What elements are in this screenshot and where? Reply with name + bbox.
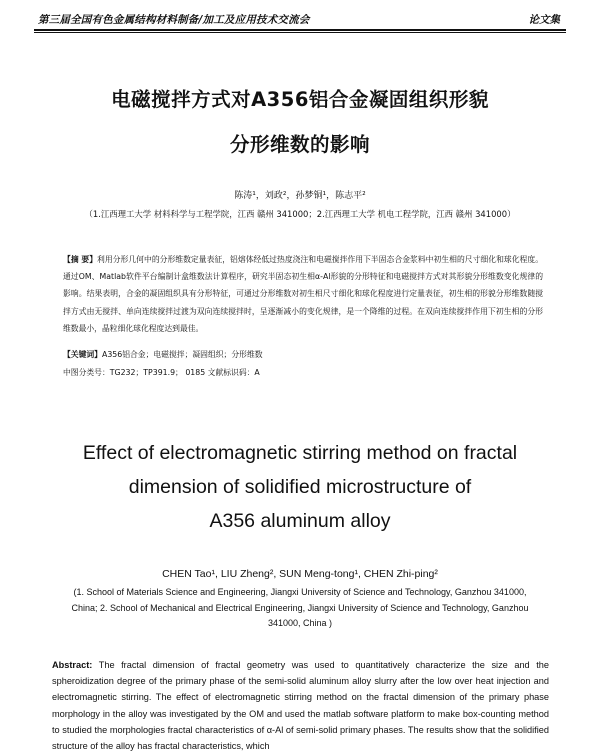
- header-rule: [34, 29, 566, 31]
- cn-keywords: [63, 349, 543, 360]
- running-header-conference: 第三届全国有色金属结构材料制备/加工及应用技术交流会: [38, 14, 310, 26]
- header-rule-thin: [34, 32, 566, 33]
- en-authors: CHEN Tao¹, LIU Zheng², SUN Meng-tong¹, CHEN Zhi-ping²: [162, 568, 438, 580]
- en-abstract-label: Abstract:: [52, 660, 93, 670]
- cn-title-line2: 分形维数的影响: [229, 133, 370, 156]
- cn-abstract-label: 【摘 要】: [63, 255, 98, 264]
- cn-keywords-text: A356铝合金；电磁搅拌；凝固组织；分形维数: [101, 350, 263, 359]
- en-title-line1: Effect of electromagnetic stirring method on fractal: [82, 442, 518, 464]
- cn-authors: 陈涛¹，刘政²，孙梦铜¹，陈志平²: [234, 191, 366, 201]
- en-title-line3: A356 aluminum alloy: [209, 510, 391, 532]
- running-header-section: 论文集: [528, 14, 560, 26]
- en-abstract-text: The fractal dimension of fractal geometry was used to quantitatively characterize the size and the spheroidization degree of the primary phase of the semi-solid aluminum alloy slurry after the low over heat injection and electromagnetic stirring. The effect of electromagnetic stirring method on the fractal dimension of the primary phase morphology in the alloy was investigated by the OM and used the matlab software platform to make box-counting method to studied the morphologies fractal characteristics of α-Al of semi-solid primary phases. The results show that the solidified structure of the alloy has fractal characteristics, which: [52, 660, 549, 752]
- cn-abstract-text: 利用分形几何中的分形维数定量表征，铝熔体经低过热度浇注和电磁搅拌作用下半固态合金浆料中初生相的尺寸细化和球化程度。通过OM、Matlab软件平台编制计盒维数法计算程序，研究半固态初生相α-Al形貌的分形特征和电磁搅拌方式对其形貌分形维数变化规律的影响。结果表明，合金的凝固组织具有分形特征，可通过分形维数对初生相尺寸细化和球化程度进行定量表征，初生相的形貌分形维数随搅拌方式由无搅拌、单向连续搅拌过渡为双向连续搅拌时，呈逐渐减小的变化规律，是一个降维的过程。在双向连续搅拌作用下初生相的分形维数最小，晶粒细化球化程度达到最佳。: [63, 255, 543, 333]
- cn-abstract: [63, 251, 543, 337]
- en-affiliation: (1. School of Materials Science and Engineering, Jiangxi University of Science and Technology, Ganzhou 341000, China; 2. School of Mechanical and Electrical Engineering, Jiangxi University of Science and Technology, Ganzhou 341000, China ): [71, 587, 529, 628]
- cn-affiliation: （1.江西理工大学 材料科学与工程学院，江西 赣州 341000；2.江西理工大学 机电工程学院，江西 赣州 341000）: [84, 209, 516, 219]
- cn-keywords-label: 【关键词】: [63, 350, 102, 359]
- cn-classification: 中图分类号：TG232；TP391.9； 0185 文献标识码：A: [63, 368, 260, 377]
- cn-title-line1: 电磁搅拌方式对A356铝合金凝固组织形貌: [111, 88, 489, 111]
- en-abstract: [52, 657, 549, 754]
- en-title-line2: dimension of solidified microstructure of: [128, 476, 472, 498]
